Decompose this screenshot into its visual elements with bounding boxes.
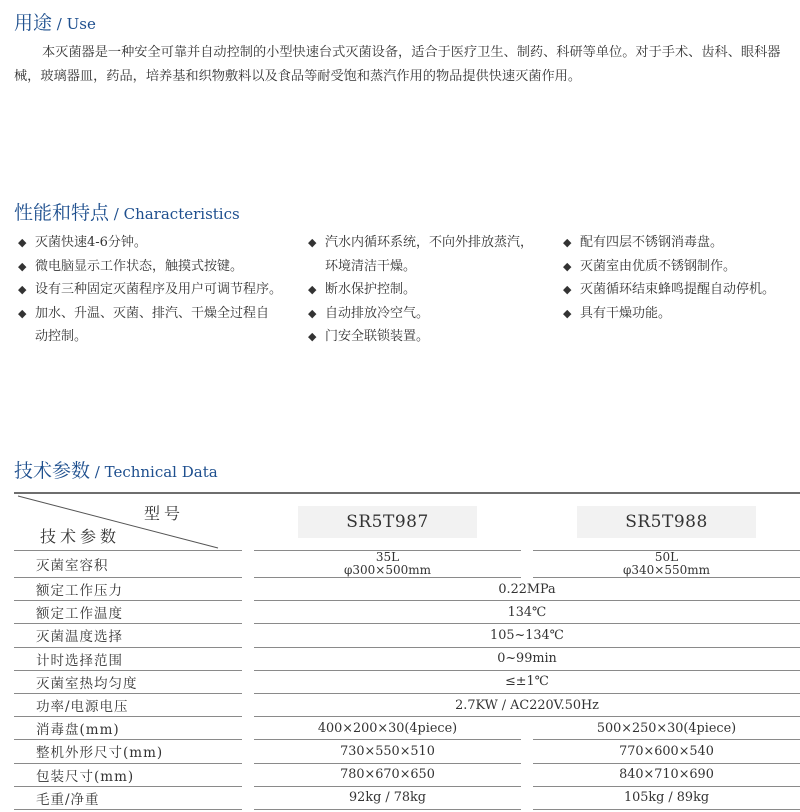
characteristic-text: 加水、升温、灭菌、排汽、干燥全过程自 动控制。 [35, 305, 270, 344]
characteristic-text: 门安全联锁装置。 [325, 329, 430, 344]
table-row [14, 551, 800, 578]
row-label: 包装尺寸(mm) [14, 763, 242, 786]
row-value-model-1: 730×550×510 [254, 740, 521, 763]
row-value-model-2 [533, 551, 800, 578]
characteristics-section-title [14, 198, 240, 225]
characteristic-item [563, 231, 795, 255]
diamond-bullet-icon: ◆ [18, 306, 27, 320]
chamber-size-value: φ340×550mm [622, 563, 711, 577]
characteristic-item [18, 255, 298, 279]
characteristics-column-1 [18, 231, 298, 349]
diamond-bullet-icon: ◆ [563, 283, 572, 296]
header-corner-cell [14, 494, 242, 551]
row-value-shared: 134℃ [254, 601, 800, 624]
row-label: 灭菌温度选择 [14, 624, 242, 647]
row-value-model-1: 780×670×650 [254, 763, 521, 786]
row-label: 额定工作压力 [14, 578, 242, 601]
row-label: 计时选择范围 [14, 647, 242, 670]
use-paragraph [14, 41, 784, 89]
characteristic-text: 灭菌快速4-6分钟。 [35, 235, 147, 250]
diamond-bullet-icon: ◆ [308, 306, 317, 320]
diamond-bullet-icon: ◆ [18, 236, 27, 249]
technical-section-title [14, 456, 218, 483]
model-2-name: SR5T988 [577, 506, 756, 538]
diamond-bullet-icon: ◆ [308, 330, 317, 343]
row-value-model-2: 105kg / 89kg [533, 786, 800, 809]
diamond-bullet-icon: ◆ [308, 283, 317, 296]
characteristic-item [308, 302, 558, 326]
characteristic-item [18, 231, 298, 255]
row-label: 毛重/净重 [14, 786, 242, 809]
row-value-shared: 105~134℃ [254, 624, 800, 647]
table-row [14, 693, 800, 716]
diamond-bullet-icon: ◆ [563, 306, 572, 320]
diamond-bullet-icon: ◆ [563, 259, 572, 273]
characteristic-text: 微电脑显示工作状态，触摸式按键。 [35, 258, 244, 274]
table-row [14, 601, 800, 624]
table-row [14, 647, 800, 670]
chamber-size-value: φ300×500mm [343, 563, 432, 577]
characteristic-text: 具有干燥功能。 [580, 305, 672, 321]
table-row [14, 670, 800, 693]
row-value-shared: 0.22MPa [254, 578, 800, 601]
characteristic-item [308, 325, 558, 349]
technical-data-table [14, 492, 800, 810]
use-title-en: / Use [52, 15, 96, 33]
table-row [14, 763, 800, 786]
characteristics-title-en: / Characteristics [109, 205, 240, 223]
characteristic-text: 自动排放冷空气。 [325, 305, 430, 321]
table-header-row [14, 494, 800, 551]
row-value-shared: 2.7KW / AC220V.50Hz [254, 693, 800, 716]
row-value-model-1: 92kg / 78kg [254, 786, 521, 809]
characteristic-item [563, 278, 795, 302]
characteristic-text: 设有三种固定灭菌程序及用户可调节程序。 [35, 282, 283, 297]
characteristic-item [18, 302, 298, 349]
header-param-label: 技术参数 [40, 527, 121, 546]
technical-title-en: / Technical Data [90, 463, 218, 481]
characteristic-text: 灭菌室由优质不锈钢制作。 [580, 258, 737, 274]
use-title-cn: 用途 [14, 12, 53, 34]
table-row [14, 624, 800, 647]
use-section-title [14, 8, 96, 35]
row-value-model-2: 500×250×30(4piece) [533, 717, 800, 740]
diamond-bullet-icon: ◆ [563, 236, 572, 249]
row-value-model-1 [254, 551, 521, 578]
characteristic-text: 汽水内循环系统，不向外排放蒸汽， 环境清洁干燥。 [325, 235, 534, 274]
row-label: 整机外形尺寸(mm) [14, 740, 242, 763]
use-text: 本灭菌器是一种安全可靠并自动控制的小型快速台式灭菌设备，适合于医疗卫生、制药、科研等单位。对于手术、齿科、眼科器械，玻璃器皿，药品，培养基和织物敷料以及食品等耐受饱和蒸汽作用的物品提供快速灭菌作用。 [14, 45, 781, 84]
row-value-shared: 0~99min [254, 647, 800, 670]
row-value-shared: ≤±1℃ [254, 670, 800, 693]
characteristic-item [563, 302, 795, 326]
model-1-name: SR5T987 [298, 506, 477, 538]
volume-value: 50L [654, 550, 679, 564]
diamond-bullet-icon: ◆ [308, 236, 317, 249]
table-row [14, 786, 800, 809]
row-value-model-1: 400×200×30(4piece) [254, 717, 521, 740]
characteristic-item [308, 278, 558, 302]
row-label: 灭菌室容积 [14, 551, 242, 578]
row-label: 功率/电源电压 [14, 693, 242, 716]
volume-value: 35L [375, 550, 400, 564]
row-label: 灭菌室热均匀度 [14, 670, 242, 693]
characteristic-item [18, 278, 298, 302]
table-row [14, 740, 800, 763]
table-row [14, 717, 800, 740]
model-2-header [533, 494, 800, 551]
technical-title-cn: 技术参数 [14, 460, 91, 482]
characteristic-text: 断水保护控制。 [325, 282, 417, 297]
row-label: 消毒盘(mm) [14, 717, 242, 740]
diamond-bullet-icon: ◆ [18, 259, 27, 273]
diamond-bullet-icon: ◆ [18, 283, 27, 296]
characteristic-text: 灭菌循环结束蜂鸣提醒自动停机。 [580, 282, 776, 297]
model-1-header [254, 494, 521, 551]
characteristics-title-cn: 性能和特点 [14, 202, 110, 224]
characteristic-item [308, 231, 558, 278]
row-label: 额定工作温度 [14, 601, 242, 624]
characteristic-text: 配有四层不锈钢消毒盘。 [580, 235, 724, 250]
characteristic-item [563, 255, 795, 279]
characteristics-column-3 [563, 231, 795, 325]
row-value-model-2: 840×710×690 [533, 763, 800, 786]
header-model-label: 型号 [144, 504, 185, 523]
table-row [14, 578, 800, 601]
characteristics-column-2 [308, 231, 558, 349]
row-value-model-2: 770×600×540 [533, 740, 800, 763]
